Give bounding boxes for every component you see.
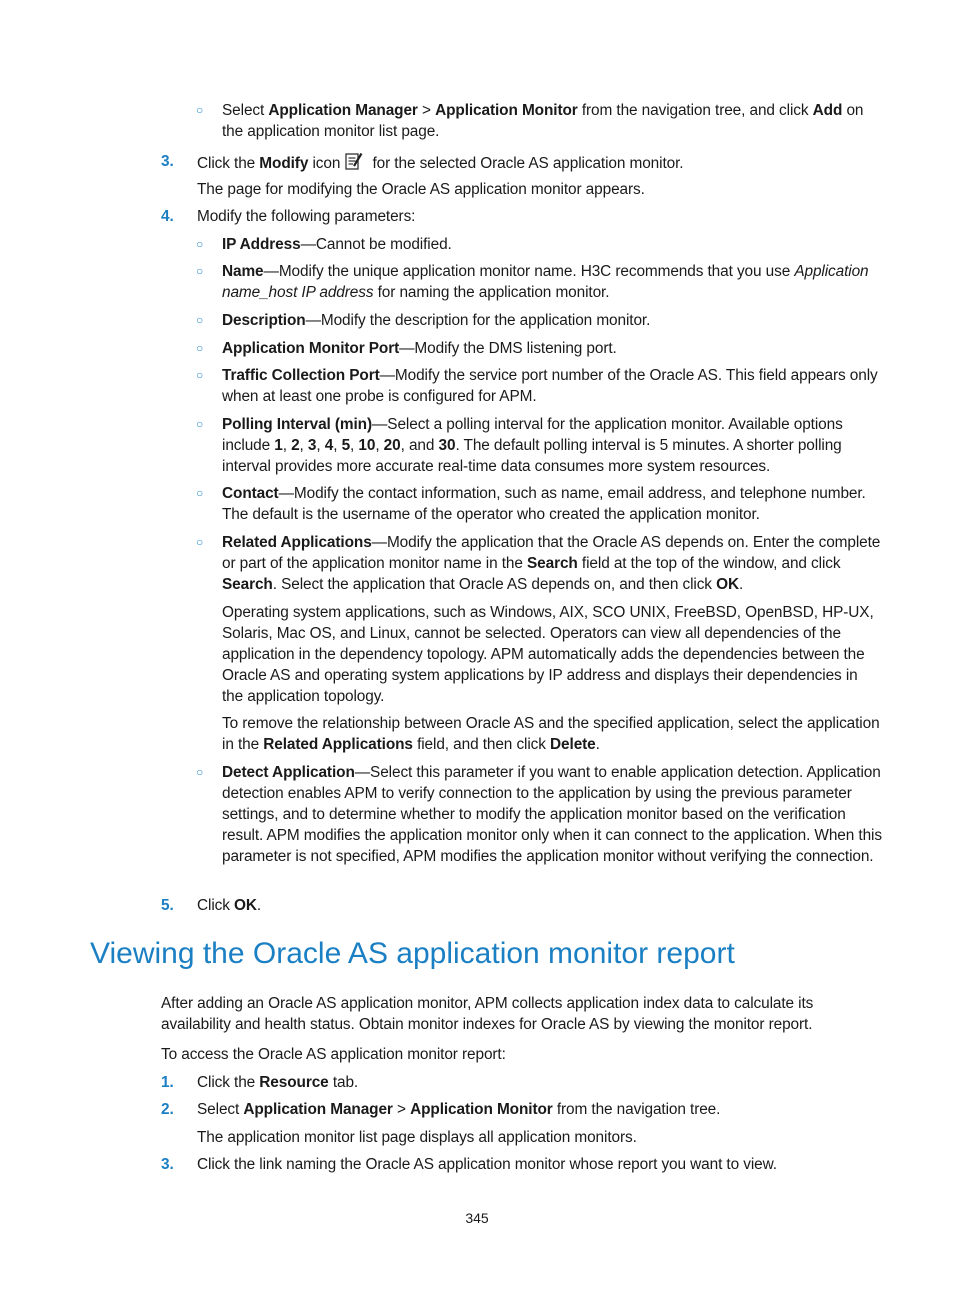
related-note: Operating system applications, such as Windows, AIX, SCO UNIX, FreeBSD, OpenBSD, HP-UX, Solaris, Mac OS, and Linux, cannot be selected. Operators can view all dependencies of the application in the dependency topology. APM automatically adds the dependencies between the Oracle AS and operating system applications by IP address and displays their dependencies in the application topology. <box>222 604 874 705</box>
bullet-icon: ○ <box>196 341 204 355</box>
step-number: 4. <box>161 208 174 225</box>
step-number: 3. <box>161 153 174 170</box>
param-ip-address: IP Address—Cannot be modified. <box>222 236 452 253</box>
bullet-icon: ○ <box>196 368 204 382</box>
bullet-icon: ○ <box>196 417 204 431</box>
param-related-applications: Related Applications—Modify the application that the Oracle AS depends on. Enter the complete or part of the application monitor name in the Search field at the top of the window, and click Search. Select the application that Oracle AS depends on, and then click OK. <box>222 534 881 593</box>
bullet-icon: ○ <box>196 103 204 117</box>
related-remove-note: To remove the relationship between Oracle AS and the specified application, select the application in the Related Applications field, and then click Delete. <box>222 715 880 753</box>
bullet-icon: ○ <box>196 765 204 779</box>
bullet-icon: ○ <box>196 486 204 500</box>
bullet-icon: ○ <box>196 237 204 251</box>
step-text: Click the Resource tab. <box>197 1074 359 1091</box>
step-text: Modify the following parameters: <box>197 208 416 225</box>
step-text: Select Application Manager > Application Monitor from the navigation tree. <box>197 1101 721 1118</box>
param-description: Description—Modify the description for the application monitor. <box>222 312 651 329</box>
step-number: 3. <box>161 1156 174 1173</box>
page-number: 345 <box>465 1210 489 1226</box>
step-text: Click the Modify icon for the selected Oracle AS application monitor. <box>197 151 877 174</box>
step-number: 2. <box>161 1101 174 1118</box>
step-note: The application monitor list page displays all application monitors. <box>197 1129 637 1146</box>
bullet-icon: ○ <box>196 264 204 278</box>
param-name: Name—Modify the unique application monitor name. H3C recommends that you use Application name_host IP address for naming the application monitor. <box>222 263 869 301</box>
section-title: Viewing the Oracle AS application monitor report <box>90 937 735 970</box>
step-text: Click the link naming the Oracle AS application monitor whose report you want to view. <box>197 1156 777 1173</box>
param-traffic-port: Traffic Collection Port—Modify the service port number of the Oracle AS. This field appears only when at least one probe is configured for APM. <box>222 367 878 405</box>
section-access: To access the Oracle AS application monitor report: <box>161 1046 506 1063</box>
step-text: Click OK. <box>197 897 262 914</box>
step-number: 1. <box>161 1074 174 1091</box>
step-note: The page for modifying the Oracle AS application monitor appears. <box>197 181 645 198</box>
step-number: 5. <box>161 897 174 914</box>
list-item: Select Application Manager > Application Monitor from the navigation tree, and click Add on the application monitor list page. <box>222 102 864 140</box>
param-monitor-port: Application Monitor Port—Modify the DMS listening port. <box>222 340 617 357</box>
modify-icon <box>344 151 364 171</box>
bullet-icon: ○ <box>196 535 204 549</box>
bullet-icon: ○ <box>196 313 204 327</box>
param-polling-interval: Polling Interval (min)—Select a polling interval for the application monitor. Available options include 1, 2, 3, 4, 5, 10, 20, and 30. The default polling interval is 5 minutes. A shorter polling interval provides more accurate real-time data consumes more system resources. <box>222 416 843 475</box>
param-detect-application: Detect Application—Select this parameter if you want to enable application detection. Application detection enables APM to verify connection to the application by using the previous parameter settings, and to determine whether to modify the application monitor based on the verification result. APM modifies the application monitor only when it can connect to the application. When this parameter is not specified, APM modifies the application monitor without verifying the connection. <box>222 764 882 865</box>
param-contact: Contact—Modify the contact information, such as name, email address, and telephone number. The default is the username of the operator who created the application monitor. <box>222 485 866 523</box>
section-intro: After adding an Oracle AS application monitor, APM collects application index data to calculate its availability and health status. Obtain monitor indexes for Oracle AS by viewing the monitor report. <box>161 995 814 1033</box>
